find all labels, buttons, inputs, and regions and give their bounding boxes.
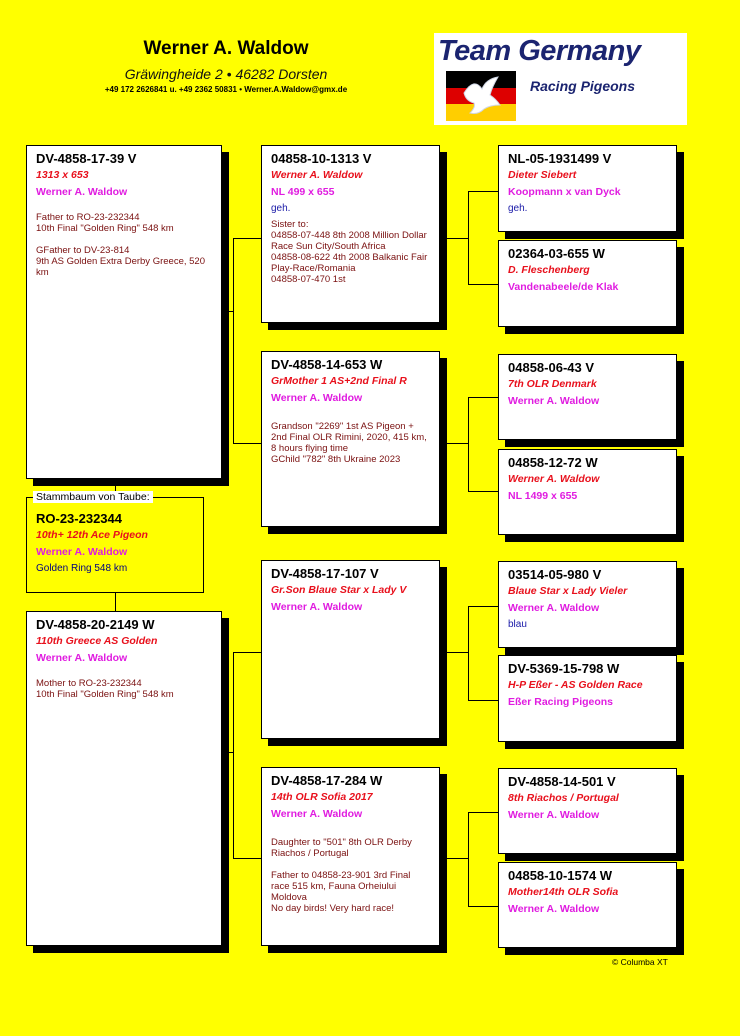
ring-number: 04858-12-72 W [508,455,598,470]
maternal-grandmother-card [261,767,440,946]
connector-line [468,397,498,398]
paternal-grandfather-card [261,145,440,323]
pedigree-note: Father to RO-23-232344 10th Final "Golden Ring" 548 km GFather to DV-23-814 9th AS Golden Extra Derby Greece, 520 km [36,212,205,278]
pedigree-highlight: Blaue Star x Lady Vieler [508,585,628,597]
breeder-name: NL 499 x 655 [271,186,335,198]
connector-line [468,191,469,284]
pedigree-note: Daughter to "501" 8th OLR Derby Riachos / Portugal Father to 04858-23-901 3rd Final race 515 km, Fauna Orheiului Moldova No day birds! Very hard race! [271,837,412,914]
connector-line [440,443,468,444]
great-grandparent-card [498,240,677,327]
pedigree-highlight: GrMother 1 AS+2nd Final R [271,375,407,387]
connector-line [468,700,498,701]
logo-subtitle: Racing Pigeons [530,78,636,94]
pedigree-highlight: 14th OLR Sofia 2017 [271,791,373,803]
mother-card [26,611,222,946]
connector-line [233,652,261,653]
breeder-name: Werner A. Waldow [271,808,363,820]
team-logo [434,33,687,125]
breeder-name: Eßer Racing Pigeons [508,696,614,708]
breeder-name: Koopmann x van Dyck [508,186,621,198]
breeder-name: Werner A. Waldow [36,186,128,198]
pedigree-highlight: H-P Eßer - AS Golden Race [508,679,643,691]
great-grandparent-card [498,449,677,535]
ring-number: 04858-06-43 V [508,360,595,375]
ring-number: 04858-10-1574 W [508,868,613,883]
breeder-name: Werner A. Waldow [508,809,600,821]
pedigree-extra: geh. [271,203,291,214]
connector-line [440,652,468,653]
pedigree-caption: Stammbaum von Taube: [33,491,153,503]
pedigree-highlight: 8th Riachos / Portugal [508,792,619,804]
breeder-name: Werner A. Waldow [508,395,600,407]
subject-extra: Golden Ring 548 km [36,563,128,574]
connector-line [468,606,498,607]
pedigree-highlight: 110th Greece AS Golden [36,635,158,647]
breeder-name: Vandenabeele/de Klak [508,281,619,293]
pedigree-highlight: Werner A. Waldow [508,473,600,485]
connector-line [468,606,469,700]
owner-name: Werner A. Waldow [143,38,309,59]
great-grandparent-card [498,655,677,742]
ring-number: DV-4858-17-107 V [271,566,379,581]
pedigree-highlight: 7th OLR Denmark [508,378,597,390]
owner-address: Gräwingheide 2 • 46282 Dorsten [124,66,328,82]
pedigree-highlight: 1313 x 653 [36,169,89,181]
connector-line [222,311,233,312]
pedigree-note: Sister to: 04858-07-448 8th 2008 Million Dollar Race Sun City/South Africa 04858-08-622 4th 2008 Balkanic Fair Play-Race/Romania 04858-07-470 1st [271,219,428,285]
pedigree-note: Mother to RO-23-232344 10th Final "Golden Ring" 548 km [36,678,174,700]
paternal-grandmother-card [261,351,440,527]
ring-number: DV-4858-20-2149 W [36,617,155,632]
breeder-name: Werner A. Waldow [36,652,128,664]
great-grandparent-card [498,354,677,440]
ring-number: 04858-10-1313 V [271,151,372,166]
pedigree-highlight: Mother14th OLR Sofia [508,886,619,898]
connector-line [440,238,468,239]
pedigree-extra: blau [508,619,527,630]
ring-number: RO-23-232344 [36,511,122,526]
germany-flag-dove-icon [446,71,516,121]
breeder-name: Werner A. Waldow [508,602,600,614]
ring-number: DV-4858-14-501 V [508,774,616,789]
connector-line [468,812,469,906]
ring-number: 03514-05-980 V [508,567,602,582]
connector-line [468,284,498,285]
connector-line [468,812,498,813]
connector-line [468,397,469,491]
great-grandparent-card [498,862,677,948]
pedigree-extra: geh. [508,203,528,214]
great-grandparent-card [498,561,677,648]
connector-line [233,238,261,239]
ring-number: DV-4858-17-39 V [36,151,137,166]
connector-line [233,238,234,443]
connector-line [233,652,234,858]
great-grandparent-card [498,145,677,232]
pedigree-highlight: 10th+ 12th Ace Pigeon [36,529,148,541]
connector-line [468,191,498,192]
logo-title: Team Germany [438,35,641,67]
pedigree-highlight: Gr.Son Blaue Star x Lady V [271,584,407,596]
ring-number: DV-5369-15-798 W [508,661,620,676]
connector-line [222,752,233,753]
connector-line [468,906,498,907]
pedigree-highlight: Werner A. Waldow [271,169,363,181]
connector-line [233,443,261,444]
connector-line [468,491,498,492]
copyright: © Columba XT [612,957,668,967]
ring-number: DV-4858-17-284 W [271,773,383,788]
connector-line [115,593,116,611]
ring-number: DV-4858-14-653 W [271,357,383,372]
subject-card [26,497,204,593]
great-grandparent-card [498,768,677,854]
connector-line [440,858,468,859]
maternal-grandfather-card [261,560,440,739]
pedigree-highlight: Dieter Siebert [508,169,577,181]
breeder-name: Werner A. Waldow [271,392,363,404]
breeder-name: NL 1499 x 655 [508,490,578,502]
ring-number: NL-05-1931499 V [508,151,612,166]
ring-number: 02364-03-655 W [508,246,605,261]
breeder-name: Werner A. Waldow [271,601,363,613]
father-card [26,145,222,479]
pedigree-note: Grandson "2269" 1st AS Pigeon + 2nd Final OLR Rimini, 2020, 415 km, 8 hours flying time GChild "782" 8th Ukraine 2023 [271,421,427,465]
owner-contact: +49 172 2626841 u. +49 2362 50831 • Werner.A.Waldow@gmx.de [104,85,348,94]
breeder-name: Werner A. Waldow [36,546,128,558]
breeder-name: Werner A. Waldow [508,903,600,915]
connector-line [233,858,261,859]
pedigree-highlight: D. Fleschenberg [508,264,590,276]
